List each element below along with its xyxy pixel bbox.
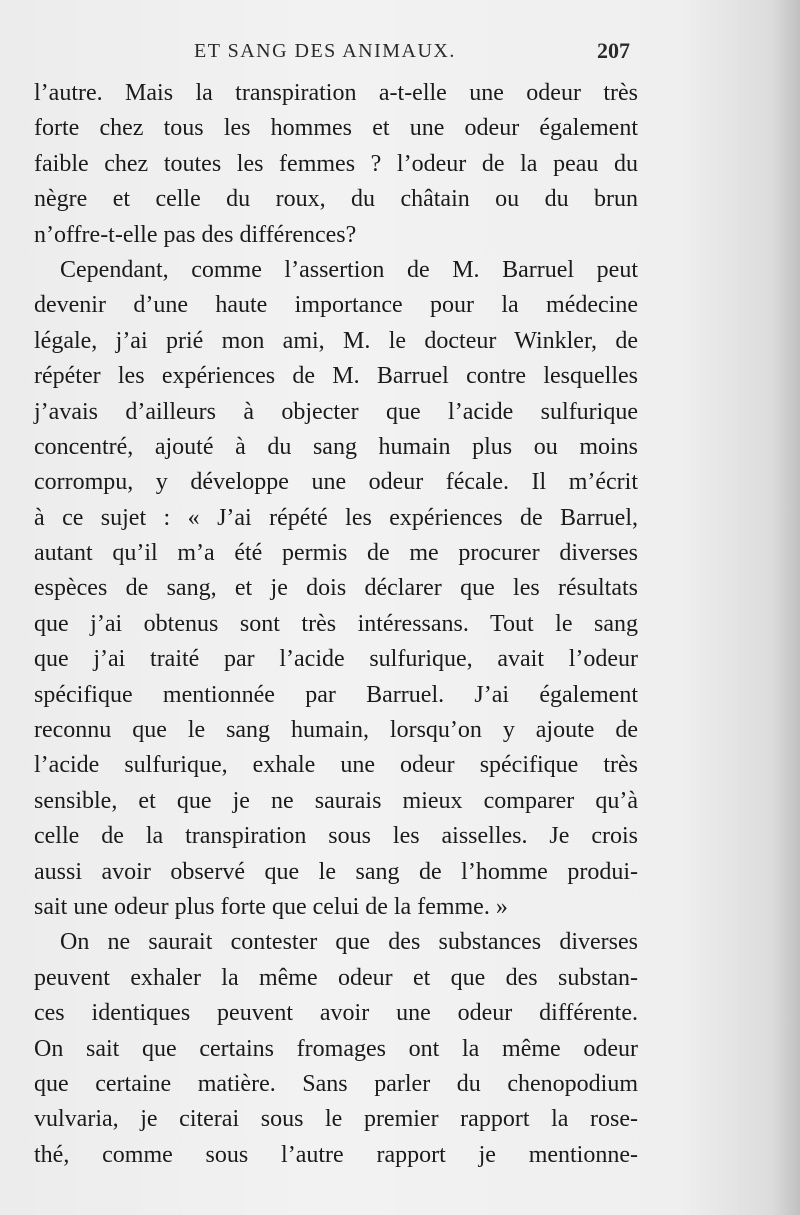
text-line: j’avais d’ailleurs à objecter que l’acide sulfurique <box>34 398 638 425</box>
body-text <box>34 76 638 1173</box>
paragraph-1 <box>34 76 638 253</box>
text-line: répéter les expériences de M. Barruel contre lesquelles <box>34 363 638 390</box>
text-line: spécifique mentionnée par Barruel. J’ai également <box>34 681 638 708</box>
text-line: On ne saurait contester que des substances diverses <box>60 929 638 956</box>
text-line: sait une odeur plus forte que celui de la femme. » <box>34 893 508 920</box>
text-line: que certaine matière. Sans parler du chenopodium <box>34 1070 638 1097</box>
text-line: On sait que certains fromages ont la même odeur <box>34 1035 638 1062</box>
text-line: que j’ai obtenus sont très intéressans. Tout le sang <box>34 610 638 637</box>
text-line: forte chez tous les hommes et une odeur également <box>34 115 638 142</box>
text-line: que j’ai traité par l’acide sulfurique, avait l’odeur <box>34 646 638 673</box>
text-line: aussi avoir observé que le sang de l’homme produi- <box>34 858 638 885</box>
text-line: corrompu, y développe une odeur fécale. Il m’écrit <box>34 469 638 496</box>
text-line: faible chez toutes les femmes ? l’odeur de la peau du <box>34 150 638 177</box>
text-line: légale, j’ai prié mon ami, M. le docteur Winkler, de <box>34 327 638 354</box>
text-line: vulvaria, je citerai sous le premier rapport la rose- <box>34 1106 638 1133</box>
text-line: à ce sujet : « J’ai répété les expériences de Barruel, <box>34 504 638 531</box>
text-line: celle de la transpiration sous les aisselles. Je crois <box>34 823 638 850</box>
text-line: l’acide sulfurique, exhale une odeur spécifique très <box>34 752 638 779</box>
paragraph-2 <box>34 253 638 925</box>
page-number: 207 <box>597 38 630 63</box>
text-line: l’autre. Mais la transpiration a-t-elle une odeur très <box>34 80 638 106</box>
text-line: reconnu que le sang humain, lorsqu’on y ajoute de <box>34 717 638 744</box>
text-line: nègre et celle du roux, du châtain ou du brun <box>34 186 638 213</box>
text-line: thé, comme sous l’autre rapport je mentionne- <box>34 1141 638 1168</box>
running-head <box>34 36 630 70</box>
text-line: n’offre-t-elle pas des différences? <box>34 221 357 248</box>
running-title: ET SANG DES ANIMAUX. <box>194 40 456 62</box>
text-line: Cependant, comme l’assertion de M. Barruel peut <box>60 256 638 283</box>
text-line: sensible, et que je ne saurais mieux comparer qu’à <box>34 787 638 814</box>
page-edge-shadow <box>772 0 800 1215</box>
text-line: espèces de sang, et je dois déclarer que les résultats <box>34 575 638 602</box>
text-line: concentré, ajouté à du sang humain plus ou moins <box>34 433 638 460</box>
paragraph-3 <box>34 925 638 1173</box>
text-line: ces identiques peuvent avoir une odeur différente. <box>34 1000 638 1027</box>
text-line: peuvent exhaler la même odeur et que des substan- <box>34 964 638 991</box>
text-line: devenir d’une haute importance pour la médecine <box>34 292 638 319</box>
text-line: autant qu’il m’a été permis de me procurer diverses <box>34 540 638 567</box>
